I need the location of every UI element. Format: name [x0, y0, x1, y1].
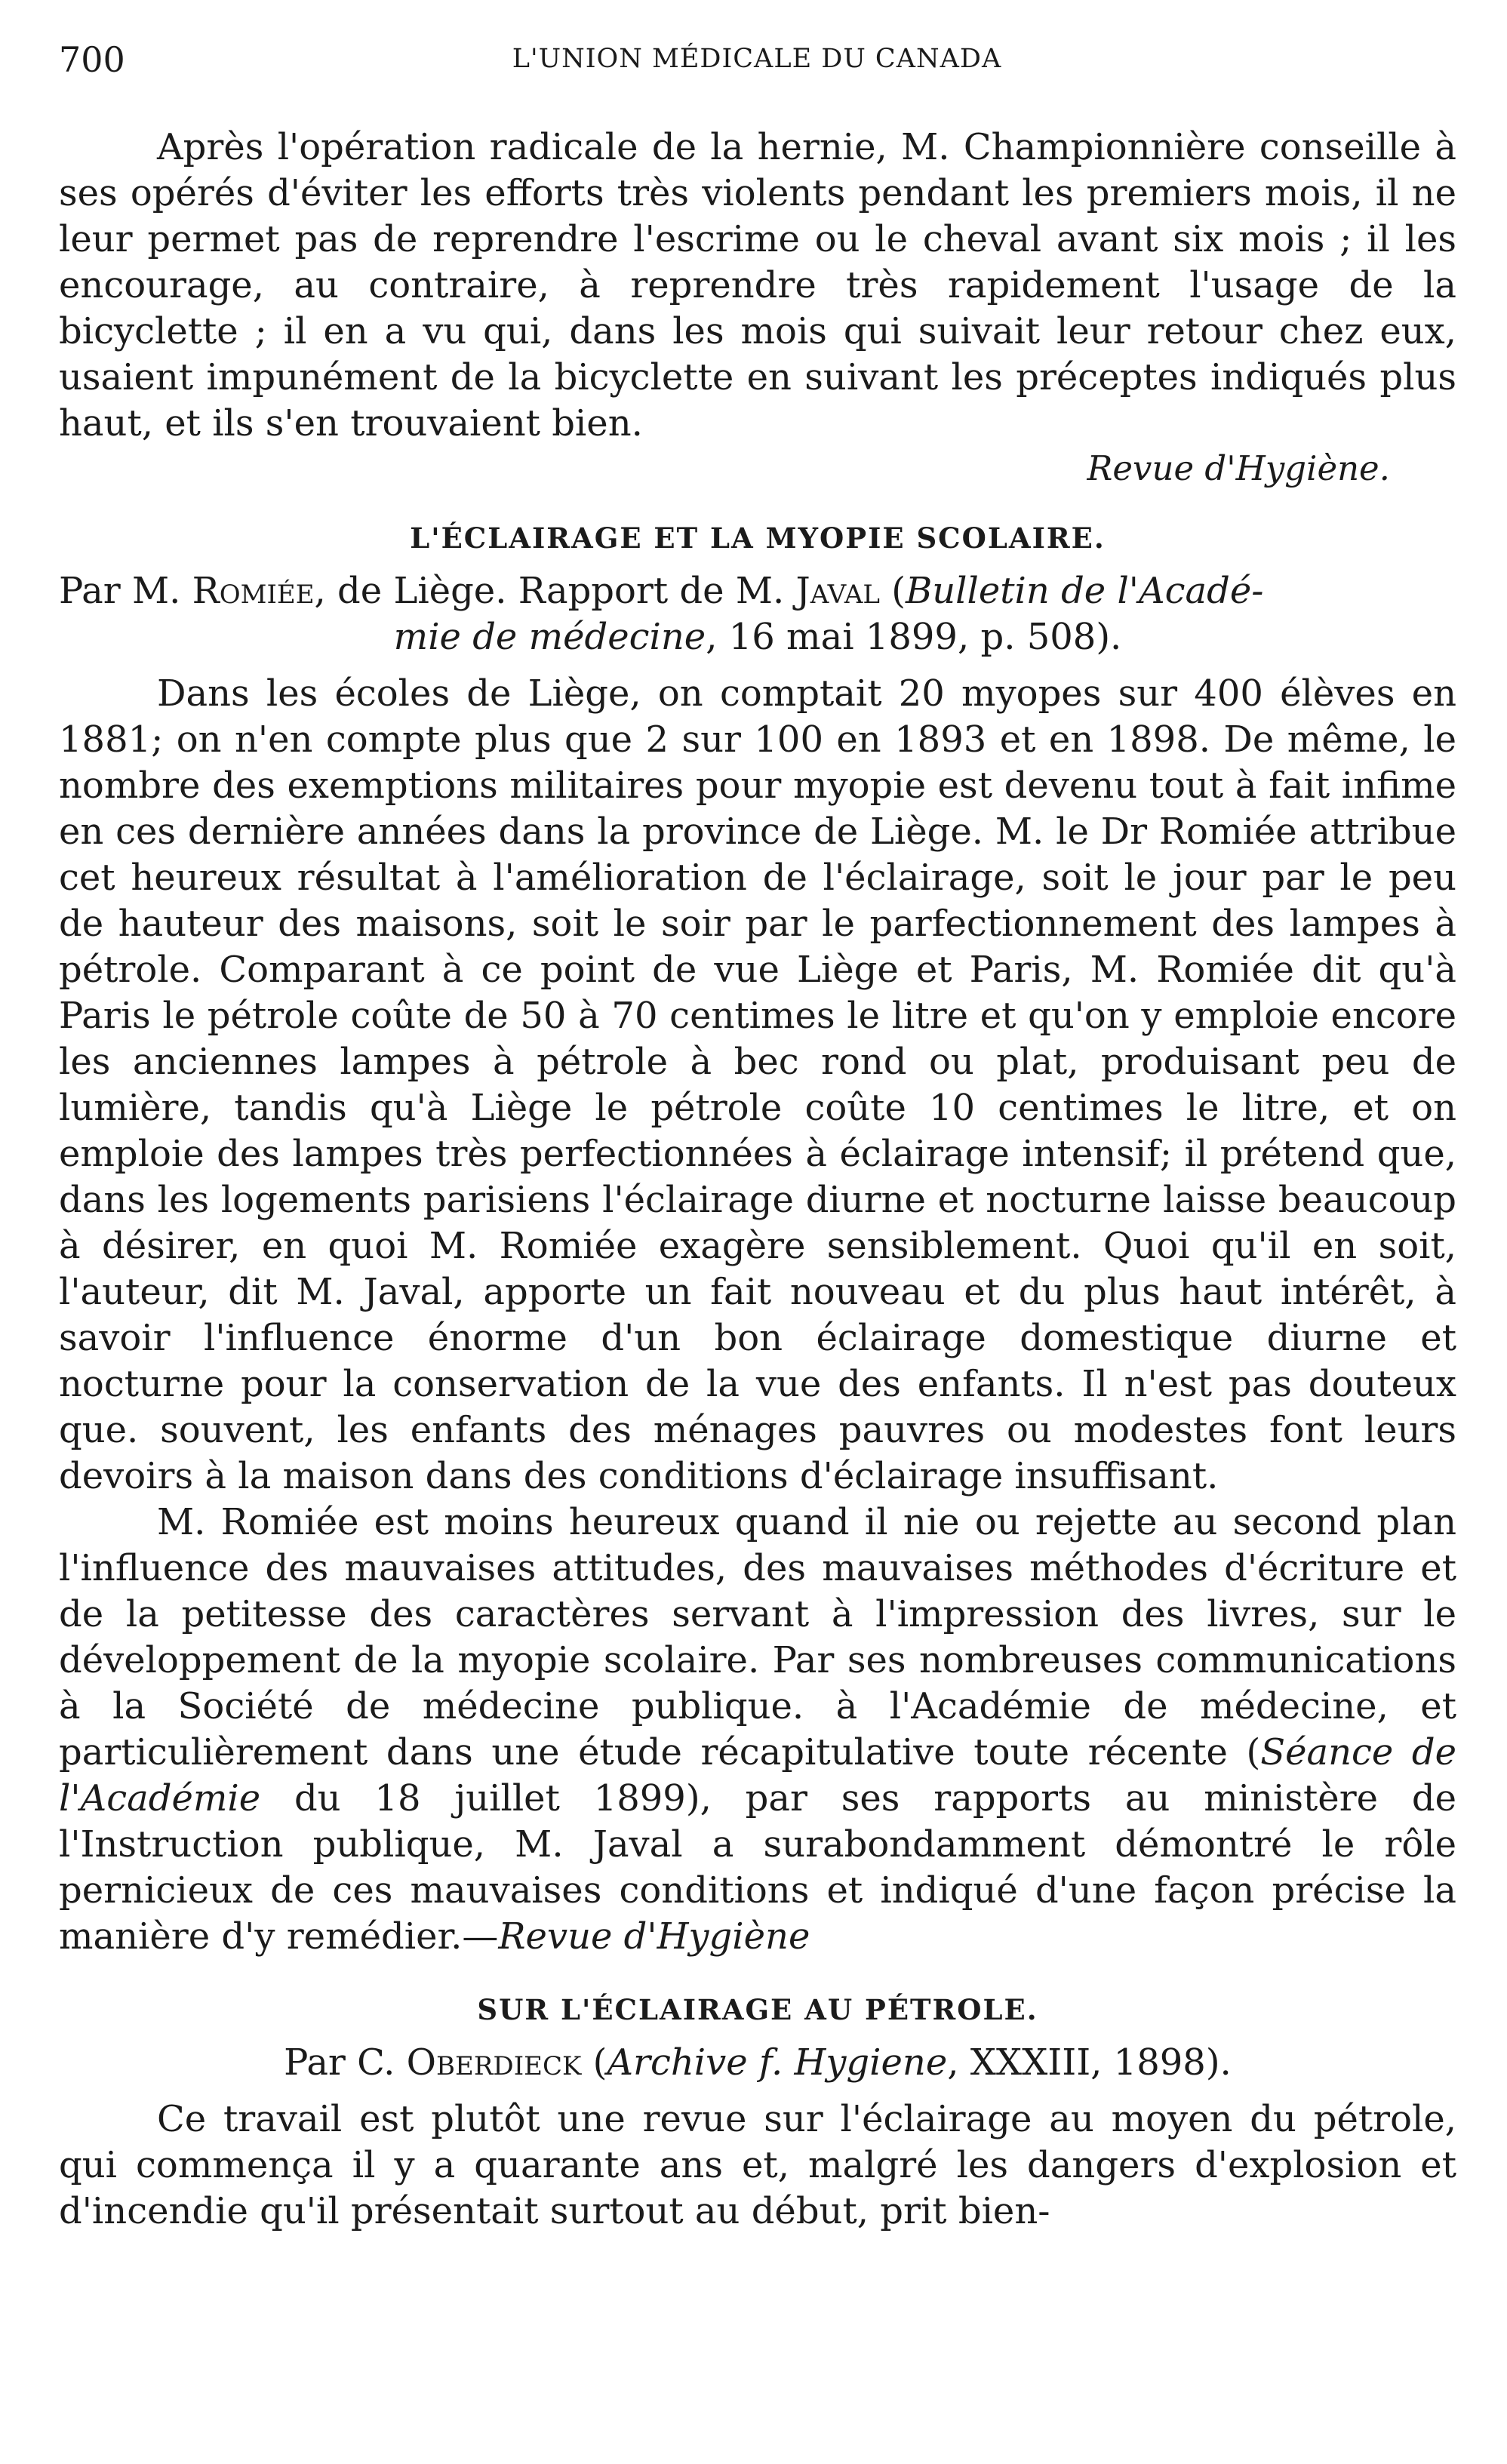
- p2-italic-citation: Séance de l'Académie: [59, 1731, 1456, 1820]
- byline-author: Romiée: [192, 570, 315, 612]
- byline-end: , 16 mai 1899, p. 508).: [706, 616, 1122, 658]
- petrol-byline-end: , XXXIII, 1898).: [947, 2041, 1232, 2084]
- petrol-heading: SUR L'ÉCLAIRAGE AU PÉTROLE.: [477, 1993, 1038, 2026]
- petrol-byline-prefix: Par C.: [284, 2041, 407, 2084]
- byline-reporter: Javal: [795, 570, 880, 612]
- page-header: [59, 39, 1455, 92]
- petrol-byline: [59, 2040, 1456, 2086]
- byline-mid: , de Liège. Rapport de M.: [314, 570, 796, 612]
- hernia-paragraph: Après l'opération radicale de la hernie, M. Championnière conseille à ses opérés d'éviter les efforts très violents pendant les premiers mois, il ne leur permet pas de reprendre l'escrime ou le cheval avant six mois ; il les encourage, au contraire, à reprendre très rapidement l'usage de la bicyclette ; il en a vu qui, dans les mois qui suivait leur retour chez eux, usaient impunément de la bicyclette en suivant les préceptes indiqués plus haut, et ils s'en trouvaient bien.: [59, 126, 1456, 445]
- petrol-byline-open: (: [581, 2041, 607, 2084]
- byline-journal-a: Bulletin de l'Acadé-: [905, 570, 1264, 612]
- myopia-heading: L'ÉCLAIRAGE ET LA MYOPIE SCOLAIRE.: [410, 521, 1106, 555]
- p2-text-before: M. Romiée est moins heureux quand il nie ou rejette au second plan l'influence des mauvaises attitudes, des mauvaises méthodes d'écriture et de la petitesse des caractères servant à l'impression des livres, sur le développement de la myopie scolaire. Par ses nombreuses communications à la Société de médecine publique. à l'Académie de médecine, et particulièrement dans une étude récapitulative toute récente (: [59, 1501, 1456, 1773]
- byline-open: (: [879, 570, 906, 612]
- myopia-paragraph-1: Dans les écoles de Liège, on comptait 20 myopes sur 400 élèves en 1881; on n'en compte plus que 2 sur 100 en 1893 et en 1898. De même, le nombre des exemptions militaires pour myopie est devenu tout à fait infime en ces dernière années dans la province de Liège. M. le Dr Romiée attribue cet heureux résultat à l'amélioration de l'éclairage, soit le jour par le peu de hauteur des maisons, soit le soir par le parfectionnement des lampes à pétrole. Comparant à ce point de vue Liège et Paris, M. Romiée dit qu'à Paris le pétrole coûte de 50 à 70 centimes le litre et qu'on y emploie encore les anciennes lampes à pétrole à bec rond ou plat, produisant peu de lumière, tandis qu'à Liège le pétrole coûte 10 centimes le litre, et on emploie des lampes très perfectionnées à éclairage intensif; il prétend que, dans les logements parisiens l'éclairage diurne et nocturne laisse beaucoup à désirer, en quoi M. Romiée exagère sensiblement. Quoi qu'il en soit, l'auteur, dit M. Javal, apporte un fait nouveau et du plus haut intérêt, à savoir l'influence énorme d'un bon éclairage domestique diurne et nocturne pour la conservation de la vue des enfants. Il n'est pas douteux que. souvent, les enfants des ménages pauvres ou modestes font leurs devoirs à la maison dans des conditions d'éclairage insuffisant.: [59, 672, 1456, 1497]
- byline-prefix: Par M.: [59, 570, 192, 612]
- page-body: [59, 125, 1456, 2235]
- p2-source: Revue d'Hygiène: [498, 1915, 810, 1958]
- petrol-byline-journal: Archive f. Hygiene: [607, 2041, 948, 2084]
- myopia-byline: [59, 568, 1456, 614]
- byline-journal-b: mie de médecine: [393, 616, 706, 658]
- running-head: L'UNION MÉDICALE DU CANADA: [512, 44, 1002, 74]
- myopia-byline-continued: [59, 614, 1456, 660]
- hernia-source: Revue d'Hygiène.: [1087, 448, 1390, 488]
- myopia-paragraph-2: [59, 1500, 1456, 1960]
- p2-text-after: du 18 juillet 1899), par ses rapports au ministère de l'Instruction publique, M. Javal a surabondamment démontré le rôle pernicieux de ces mauvaises conditions et indiqué d'une façon précise la manière d'y remédier.—: [59, 1777, 1456, 1958]
- page-number: 700: [59, 39, 125, 80]
- petrol-paragraph: Ce travail est plutôt une revue sur l'éclairage au moyen du pétrole, qui commença il y a quarante ans et, malgré les dangers d'explosion et d'incendie qu'il présentait surtout au début, prit bien-: [59, 2098, 1456, 2232]
- petrol-byline-author: Oberdieck: [406, 2041, 582, 2084]
